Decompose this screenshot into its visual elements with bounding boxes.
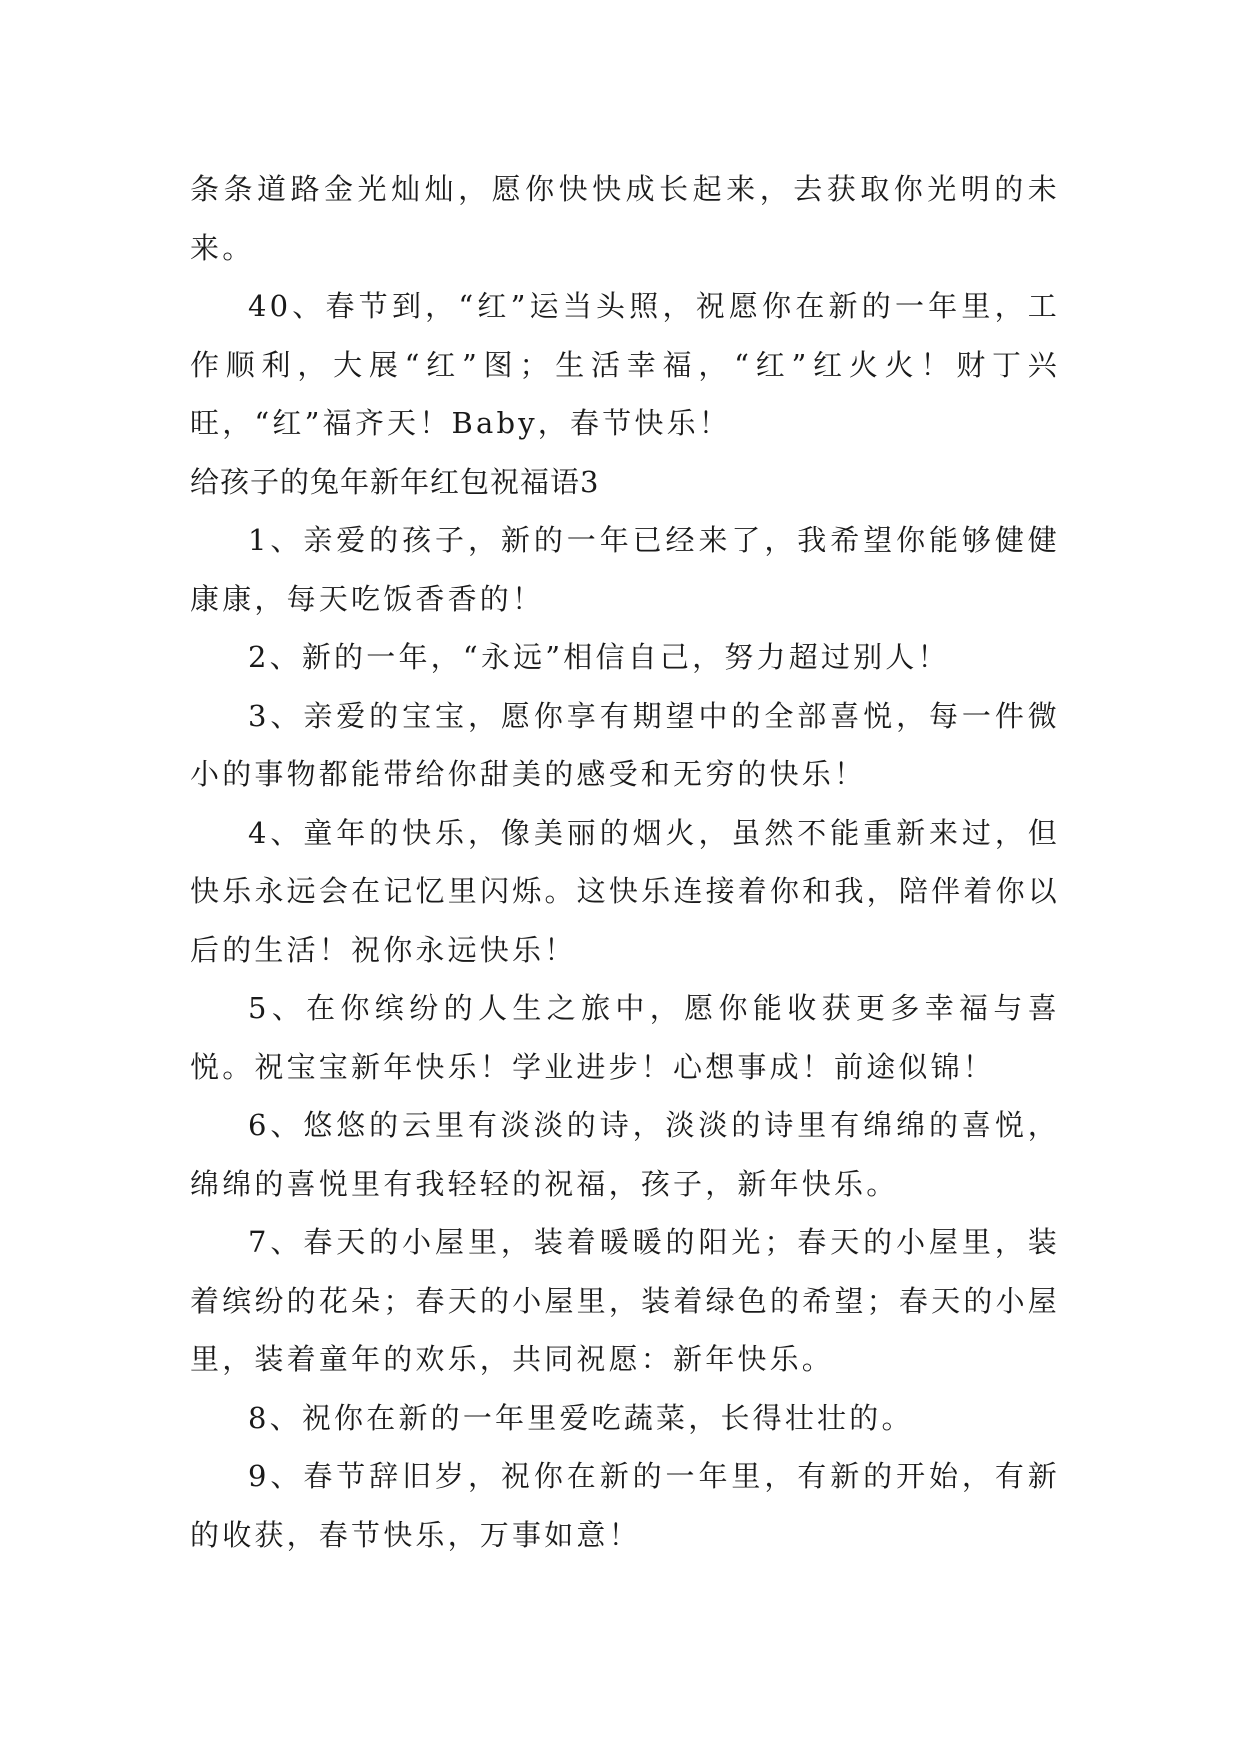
wish-item-4: 4、童年的快乐，像美丽的烟火，虽然不能重新来过，但快乐永远会在记忆里闪烁。这快乐连接着你和我，陪伴着你以后的生活！祝你永远快乐！: [190, 815, 1060, 967]
wish-item-2: 2、新的一年，“永远”相信自己，努力超过别人！: [248, 640, 950, 674]
wish-item-9: 9、春节辞旧岁，祝你在新的一年里，有新的开始，有新的收获，春节快乐，万事如意！: [190, 1459, 1060, 1552]
wish-item-7: 7、春天的小屋里，装着暖暖的阳光；春天的小屋里，装着缤纷的花朵；春天的小屋里，装着绿色的希望；春天的小屋里，装着童年的欢乐，共同祝愿：新年快乐。: [190, 1225, 1060, 1376]
wish-item-40: 40、春节到，“红”运当头照，祝愿你在新的一年里，工作顺利，大展“红”图；生活幸福，“红”红火火！财丁兴旺，“红”福齐天！Baby，春节快乐！: [190, 289, 1060, 440]
wish-item-5: 5、在你缤纷的人生之旅中，愿你能收获更多幸福与喜悦。祝宝宝新年快乐！学业进步！心想事成！前途似锦！: [190, 991, 1060, 1084]
wish-item-6: 6、悠悠的云里有淡淡的诗，淡淡的诗里有绵绵的喜悦，绵绵的喜悦里有我轻轻的祝福，孩子，新年快乐。: [190, 1108, 1060, 1201]
wish-item-8: 8、祝你在新的一年里爱吃蔬菜，长得壮壮的。: [248, 1400, 914, 1435]
continuation-paragraph: 条条道路金光灿灿，愿你快快成长起来，去获取你光明的未来。: [190, 172, 1060, 265]
document-page: [190, 160, 1060, 1564]
wish-item-3: 3、亲爱的宝宝，愿你享有期望中的全部喜悦，每一件微小的事物都能带给你甜美的感受和无穷的快乐！: [190, 698, 1060, 791]
wish-item-1: 1、亲爱的孩子，新的一年已经来了，我希望你能够健健康康，每天吃饭香香的！: [190, 523, 1060, 616]
section-title: 给孩子的兔年新年红包祝福语3: [190, 464, 600, 499]
